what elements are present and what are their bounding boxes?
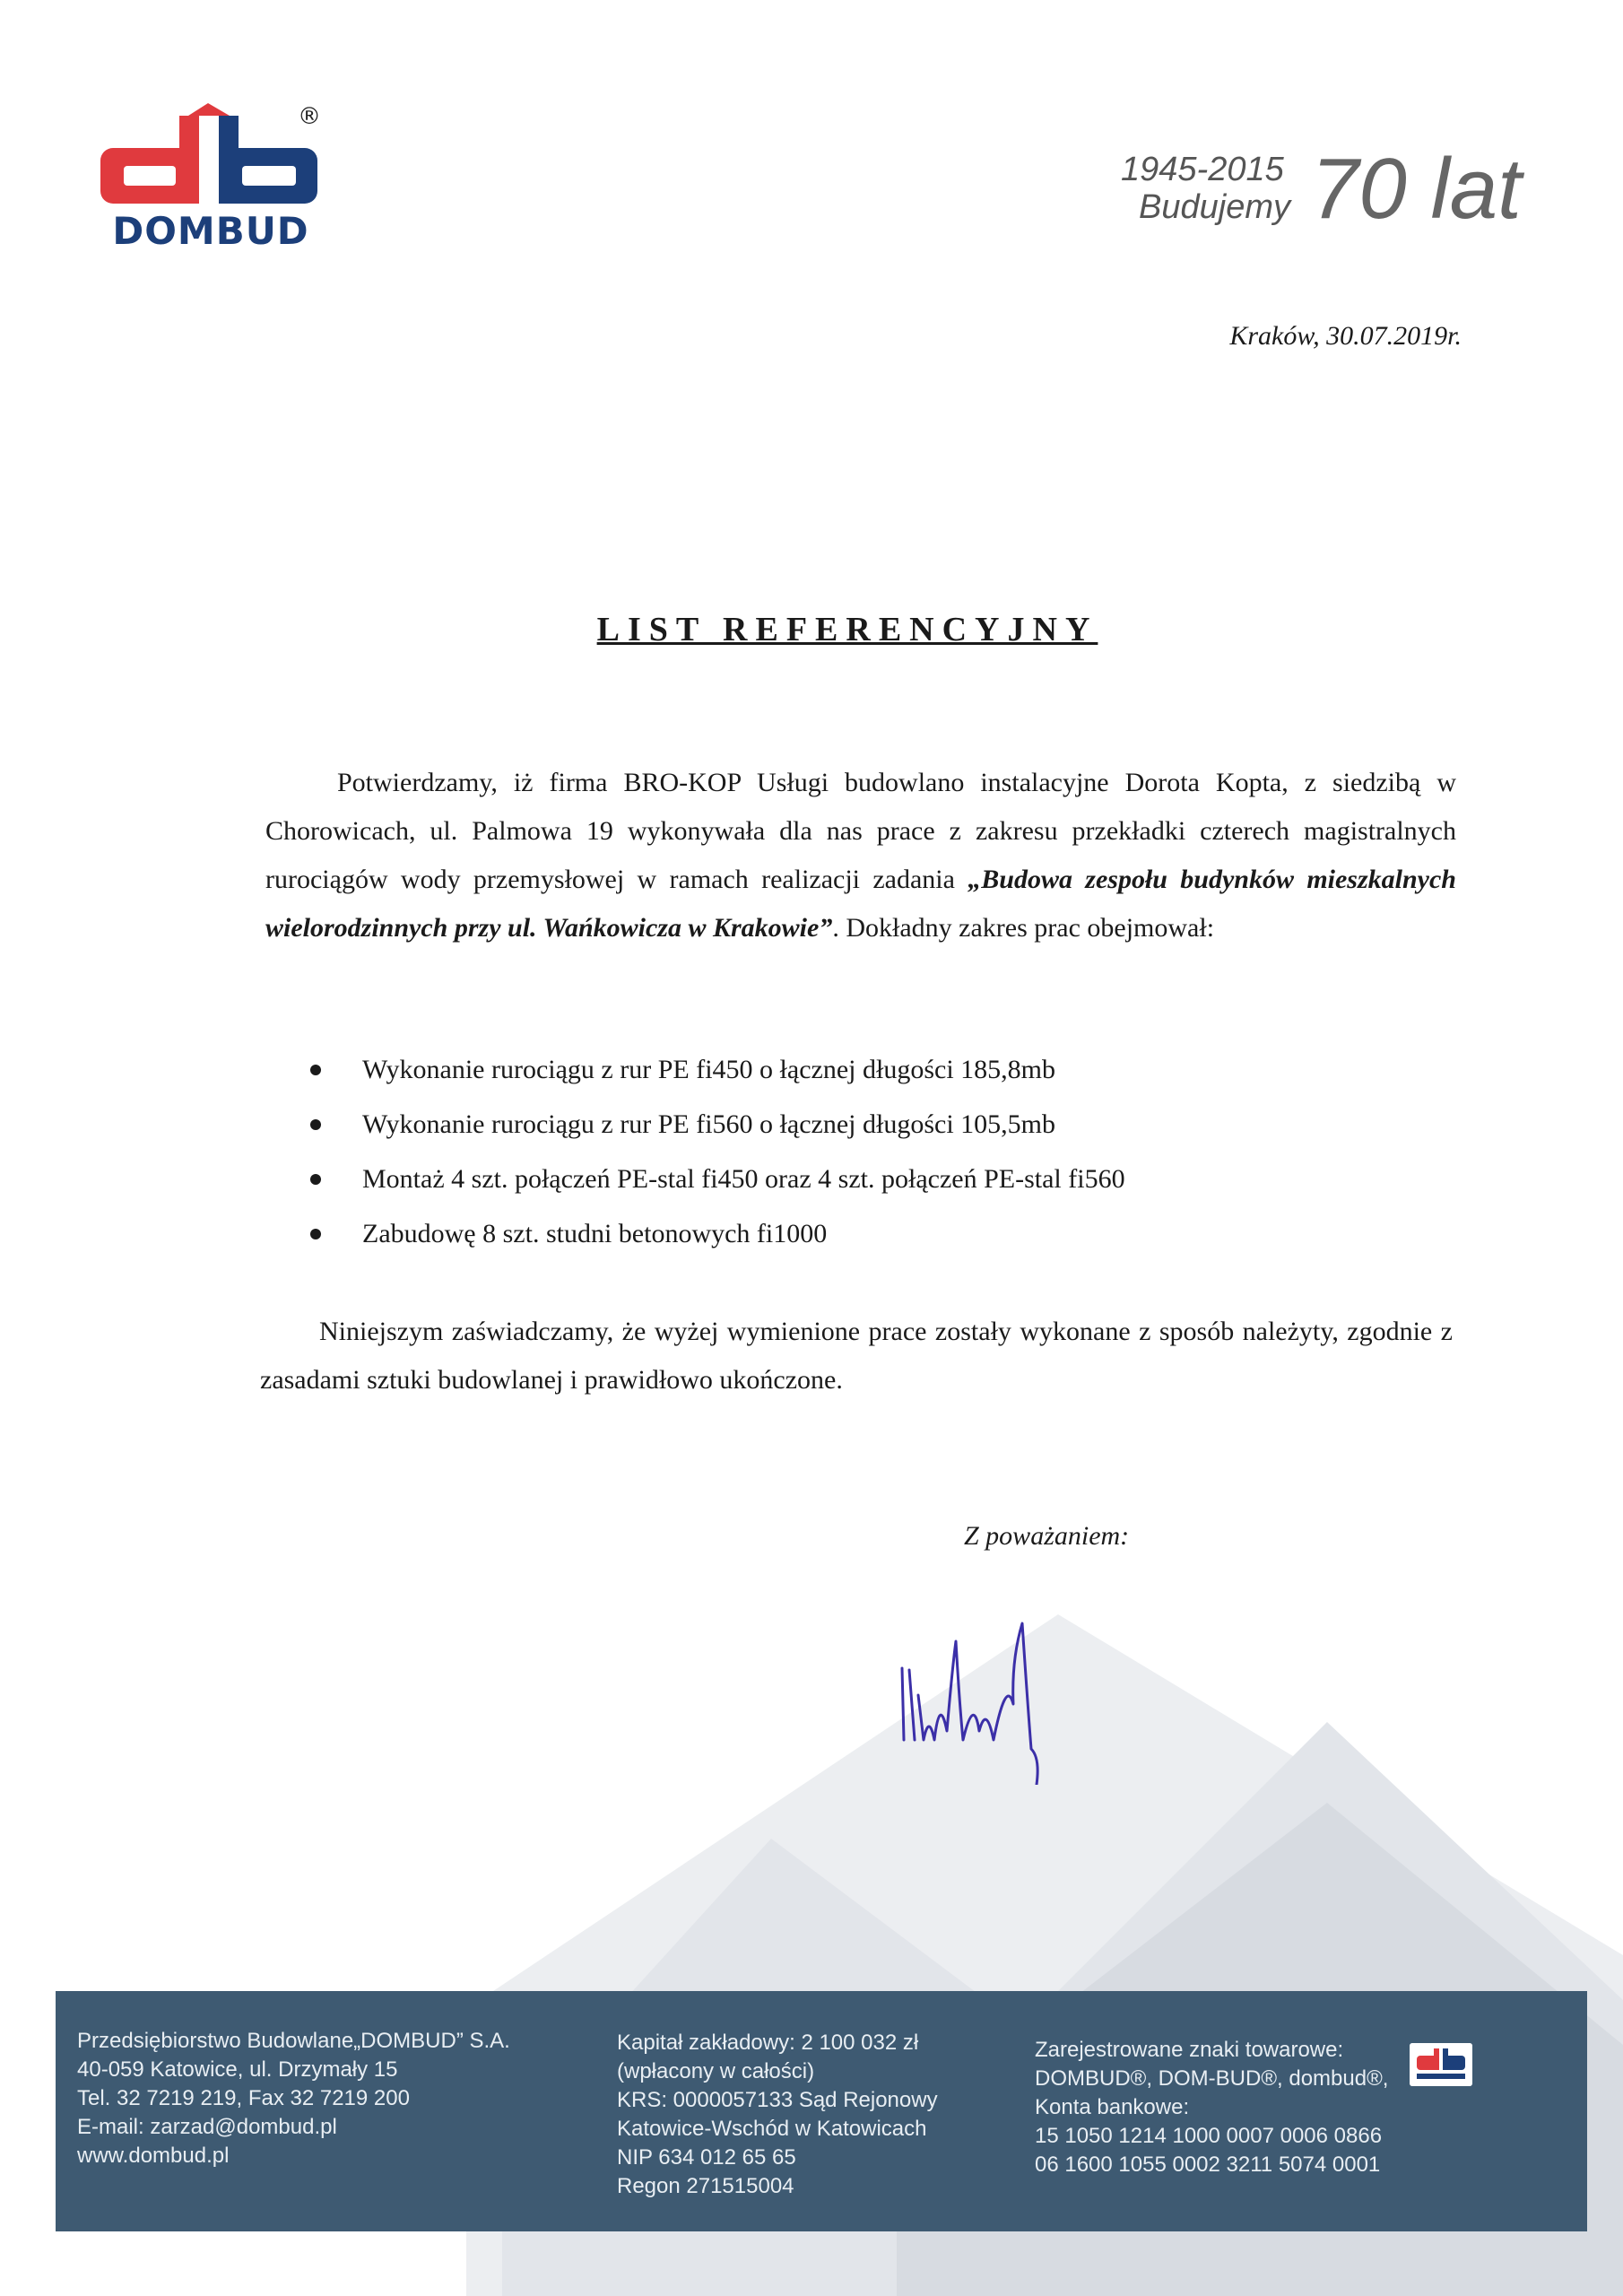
anniversary-mark bbox=[1121, 141, 1533, 240]
footer-text: NIP 634 012 65 65 bbox=[617, 2145, 796, 2170]
dombud-logo bbox=[99, 103, 332, 256]
footer-text: 40-059 Katowice, ul. Drzymały 15 bbox=[77, 2057, 398, 2082]
list-item bbox=[310, 1206, 1125, 1261]
paragraph-1-start: Potwierdzamy, iż firma BRO-KOP Usługi budowlano instalacyjne Dorota Kopta, z siedzibą w Chorowicach, ul. Palmowa 19 wykonywała dla nas prace z zakresu przekładki czterech magistralnych rurociągów wody przemysłowej w ramach realizacji zadania bbox=[265, 768, 1456, 894]
footer-band bbox=[56, 1991, 1587, 2231]
footer-text: Zarejestrowane znaki towarowe: bbox=[1035, 2038, 1344, 2062]
anniversary-big: 70 lat bbox=[1311, 141, 1522, 237]
bullet-icon bbox=[310, 1119, 321, 1130]
list-item bbox=[310, 1152, 1125, 1206]
logo-text: DOMBUD bbox=[112, 209, 309, 253]
list-item-text: Zabudowę 8 szt. studni betonowych fi1000 bbox=[362, 1219, 828, 1248]
list-item-text: Montaż 4 szt. połączeń PE-stal fi450 oraz 4 szt. połączeń PE-stal fi560 bbox=[362, 1164, 1125, 1194]
footer-text: Kapitał zakładowy: 2 100 032 zł bbox=[617, 2031, 919, 2055]
list-item-text: Wykonanie rurociągu z rur PE fi450 o łącznej długości 185,8mb bbox=[362, 1055, 1055, 1084]
paragraph-2: Niniejszym zaświadczamy, że wyżej wymienione prace zostały wykonane z sposób należyty, zgodnie z zasadami sztuki budowlanej i prawidłowo ukończone. bbox=[260, 1317, 1453, 1395]
list-item bbox=[310, 1097, 1125, 1152]
registered-mark: ® bbox=[298, 103, 321, 130]
footer-capital-info bbox=[617, 2029, 938, 2201]
footer-text: Regon 271515004 bbox=[617, 2174, 794, 2198]
footer-website-link[interactable]: www.dombud.pl bbox=[77, 2144, 230, 2168]
signature bbox=[888, 1605, 1121, 1785]
anniversary-years: 1945-2015 bbox=[1121, 151, 1284, 188]
bullet-icon bbox=[310, 1229, 321, 1239]
paragraph-1-emphasis: „Budowa zespołu budynków mieszkalnych wielorodzinnych przy ul. Wańkowicza w Krakowie” bbox=[265, 865, 1456, 943]
footer-text: (wpłacony w całości) bbox=[617, 2059, 815, 2083]
footer-text: Tel. 32 7219 219, Fax 32 7219 200 bbox=[77, 2086, 410, 2110]
dombud-logo-icon bbox=[99, 103, 323, 211]
footer-email[interactable]: E-mail: zarzad@dombud.pl bbox=[77, 2115, 337, 2139]
footer-text: KRS: 0000057133 Sąd Rejonowy bbox=[617, 2088, 938, 2112]
letter-title: LIST REFERENCYJNY bbox=[596, 611, 1098, 648]
list-item bbox=[310, 1042, 1125, 1097]
footer-text: 06 1600 1055 0002 3211 5074 0001 bbox=[1035, 2152, 1381, 2177]
footer-trademark-info bbox=[1035, 2036, 1388, 2179]
bullet-icon bbox=[310, 1065, 321, 1075]
paragraph-1 bbox=[265, 759, 1456, 952]
regards: Z poważaniem: bbox=[964, 1521, 1130, 1551]
footer-text: Przedsiębiorstwo Budowlane„DOMBUD” S.A. bbox=[77, 2029, 510, 2053]
bullet-icon bbox=[310, 1174, 321, 1185]
footer-text: 15 1050 1214 1000 0007 0006 0866 bbox=[1035, 2124, 1383, 2148]
letter-date: Kraków, 30.07.2019r. bbox=[1229, 321, 1462, 351]
footer-company-info bbox=[77, 2027, 510, 2170]
footer-text: Konta bankowe: bbox=[1035, 2095, 1190, 2119]
list-item-text: Wykonanie rurociągu z rur PE fi560 o łącznej długości 105,5mb bbox=[362, 1109, 1055, 1139]
paragraph-1-end: . Dokładny zakres prac obejmował: bbox=[832, 913, 1215, 943]
anniversary-build: Budujemy bbox=[1139, 188, 1290, 226]
footer-text: DOMBUD®, DOM-BUD®, dombud®, bbox=[1035, 2066, 1389, 2091]
footer-text: Katowice-Wschód w Katowicach bbox=[617, 2117, 927, 2141]
footer-logo-icon bbox=[1410, 2043, 1472, 2086]
scope-list bbox=[310, 1042, 1125, 1261]
